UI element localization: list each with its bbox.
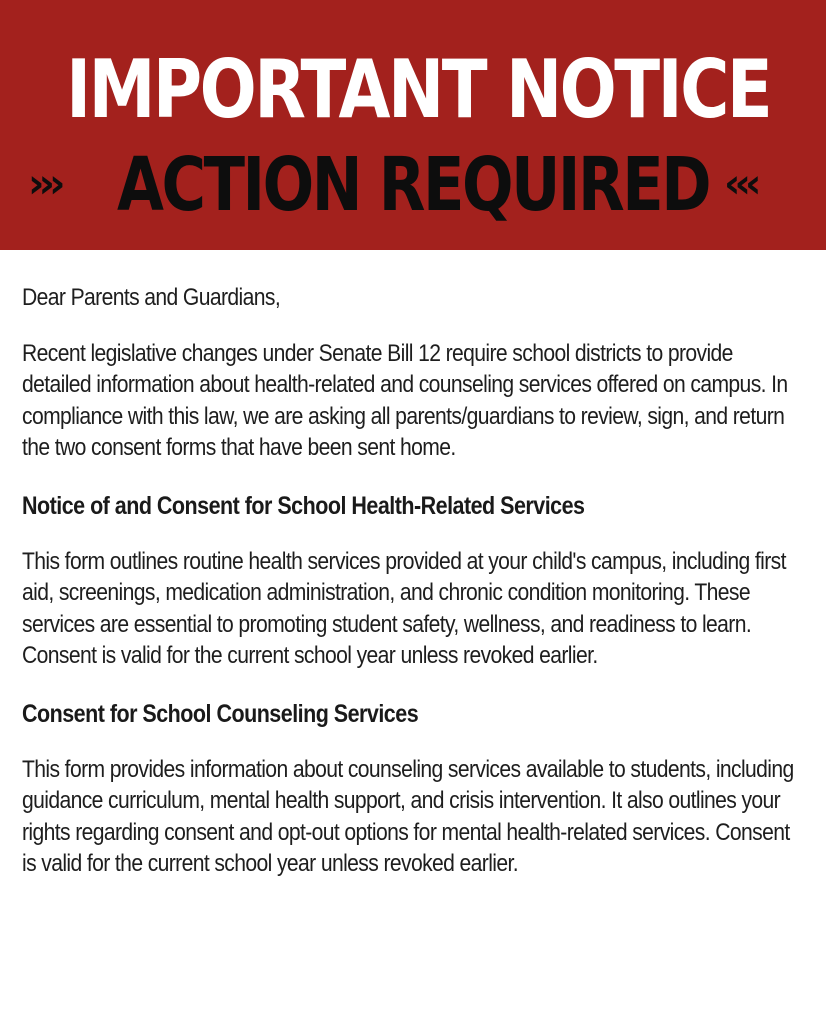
banner-title: IMPORTANT NOTICE bbox=[66, 43, 771, 136]
right-chevrons-icon: ‹‹‹ bbox=[724, 161, 756, 207]
banner-subtitle: ACTION REQUIRED bbox=[116, 142, 710, 228]
letter-intro: Recent legislative changes under Senate Bill 12 require school districts to provide detailed information about health-related and counseling services offered on campus. In compliance with this law, we are asking all parents/guardians to review, sign, and return the two consent forms that have been sent home. bbox=[22, 339, 788, 461]
banner-subtitle-row bbox=[0, 140, 826, 230]
notice-banner bbox=[0, 0, 826, 250]
left-chevrons-icon: ››› bbox=[28, 161, 60, 207]
letter-greeting: Dear Parents and Guardians, bbox=[22, 284, 281, 311]
health-services-description: This form outlines routine health services provided at your child's campus, including first aid, screenings, medication administration, and chronic condition monitoring. These services are essential to promoting student safety, wellness, and readiness to learn. Consent is valid for the current school year unless revoked earlier. bbox=[22, 547, 786, 669]
letter-body bbox=[22, 282, 812, 906]
counseling-services-description: This form provides information about counseling services available to students, including guidance curriculum, mental health support, and crisis intervention. It also outlines your rights regarding consent and opt-out options for mental health-related services. Consent is valid for the current school year unless revoked earlier. bbox=[22, 755, 794, 877]
counseling-services-heading: Consent for School Counseling Services bbox=[22, 699, 419, 728]
health-services-heading: Notice of and Consent for School Health-Related Services bbox=[22, 491, 585, 520]
